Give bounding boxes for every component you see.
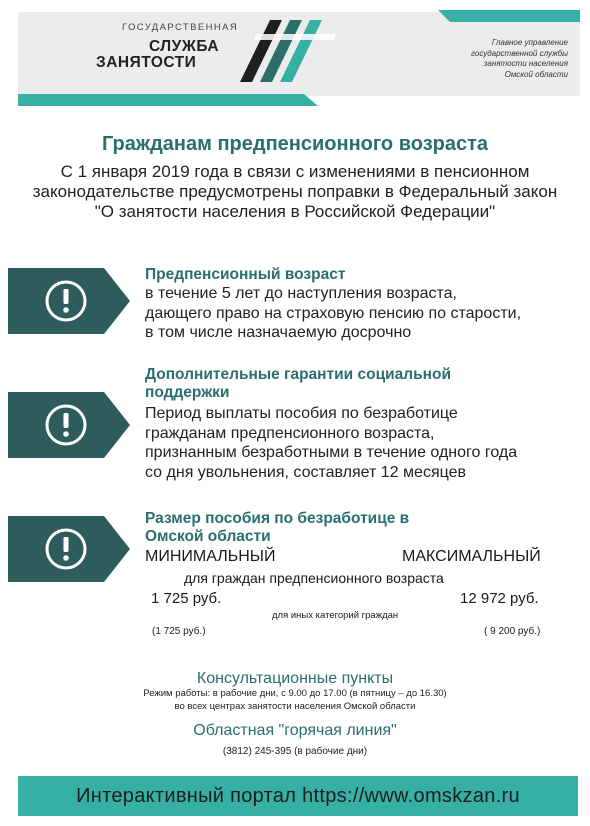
org-line: Омской области xyxy=(504,69,568,79)
section-2-arrow-badge xyxy=(8,392,130,458)
footer-banner xyxy=(18,776,578,816)
logo-line-2: ЗАНЯТОСТИ xyxy=(96,54,197,71)
intro-line: С 1 января 2019 года в связи с изменениями в пенсионном xyxy=(60,162,530,181)
section-heading-line: поддержки xyxy=(145,384,230,401)
section-text-line: со дня увольнения, составляет 12 месяцев xyxy=(145,463,466,481)
benefit-prepension-label: для граждан предпенсионного возраста xyxy=(184,570,444,586)
section-text-line: признанным безработными в течение одного года xyxy=(145,444,518,461)
consultation-hours: Режим работы: в рабочие дни, с 9.00 до 17.00 (в пятницу – до 16.30) xyxy=(143,688,447,699)
section-heading-line: Дополнительные гарантии социальной xyxy=(145,366,451,383)
intro-line: законодательстве предусмотрены поправки в Федеральный закон xyxy=(32,182,558,201)
section-1-arrow-badge xyxy=(8,268,130,334)
logo-line-1: СЛУЖБА xyxy=(149,38,220,55)
page-title: Гражданам предпенсионного возраста xyxy=(101,133,489,155)
hotline-title: Областная "горячая линия" xyxy=(193,722,397,739)
section-text-line: дающего право на страховую пенсию по старости, xyxy=(145,304,522,322)
section-text-line: в течение 5 лет до наступления возраста, xyxy=(145,285,457,302)
benefit-min-label: МИНИМАЛЬНЫЙ xyxy=(145,548,276,565)
portal-link[interactable]: Интерактивный портал https://www.omskzan.ru xyxy=(76,784,520,807)
header-teal-stripe-left xyxy=(18,94,318,106)
section-text-line: Период выплаты пособия по безработице xyxy=(145,405,458,422)
org-line: Главное управление xyxy=(491,38,568,47)
consultation-where: во всех центрах занятости населения Омской области xyxy=(174,701,416,712)
header-teal-stripe-right xyxy=(438,10,580,22)
organization-name xyxy=(420,38,568,80)
section-text xyxy=(145,404,517,482)
benefit-other-label: для иных категорий граждан xyxy=(272,610,399,621)
org-line: государственной службы xyxy=(471,48,568,58)
benefit-min-other: (1 725 руб.) xyxy=(152,626,206,637)
intro-line: "О занятости населения в Российской Федерации" xyxy=(94,202,496,221)
section-heading-line: Предпенсионный возраст xyxy=(145,266,346,283)
org-line: занятости населения xyxy=(483,59,568,68)
benefit-max-other: ( 9 200 руб.) xyxy=(484,626,541,637)
section-heading-line: Размер пособия по безработице в xyxy=(145,510,410,527)
hotline-phone: (3812) 245-395 (в рабочие дни) xyxy=(222,746,368,757)
benefit-max-label: МАКСИМАЛЬНЫЙ xyxy=(402,548,541,565)
section-heading xyxy=(145,510,409,546)
stripes-logo-icon xyxy=(226,20,336,82)
intro-text xyxy=(10,162,580,222)
section-3-arrow-badge xyxy=(8,516,130,582)
benefit-min-value: 1 725 руб. xyxy=(151,590,222,607)
section-text xyxy=(145,284,521,343)
section-heading xyxy=(145,366,451,402)
section-text-line: гражданам предпенсионного возраста, xyxy=(145,424,435,442)
consultation-title: Консультационные пункты xyxy=(196,670,394,687)
section-text-line: в том числе назначаемую досрочно xyxy=(145,324,412,341)
section-heading xyxy=(145,266,345,284)
logo-small-text: ГОСУДАРСТВЕННАЯ xyxy=(122,22,239,33)
benefit-max-value: 12 972 руб. xyxy=(460,590,539,607)
section-heading-line: Омской области xyxy=(145,528,271,545)
